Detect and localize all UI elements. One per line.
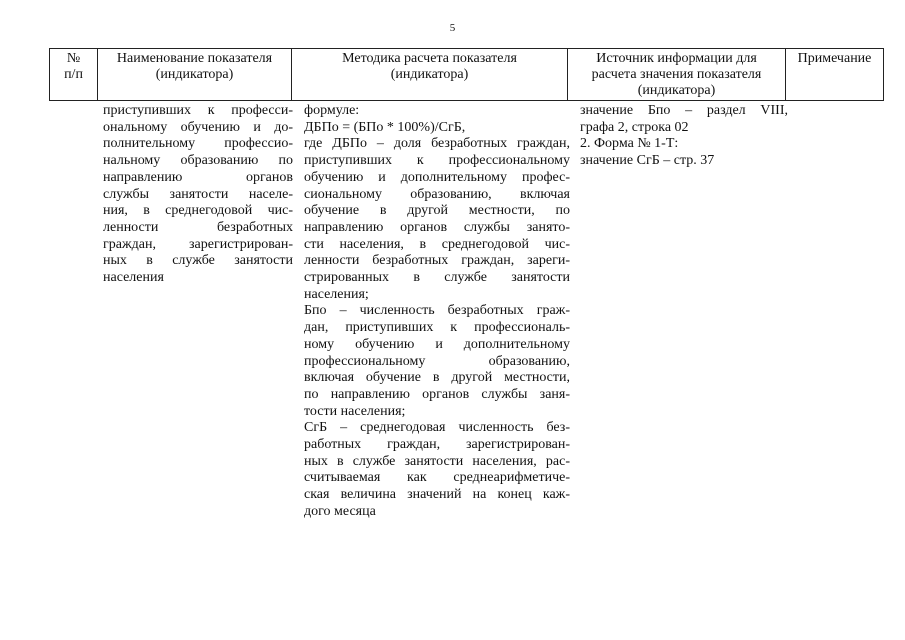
source-line: 2. Форма № 1-Т:: [580, 136, 679, 152]
header-source: [568, 49, 786, 101]
indicator-name-line: направлению органов: [103, 169, 293, 185]
method-line: работных граждан, зарегистрирован-: [304, 437, 570, 453]
method-line: считываемая как среднеарифметиче-: [304, 470, 570, 486]
header-source-text: Источник информации для расчета значения показателя (индикатора): [591, 51, 762, 98]
indicator-name-line: нальному образованию по: [103, 153, 293, 169]
header-method: [292, 49, 568, 101]
indicator-name-line: ональному обучению и до-: [103, 119, 293, 135]
source-line: значение СгБ – стр. 37: [580, 153, 715, 169]
header-note-text: Примечание: [797, 51, 872, 66]
method-line: стрированных в службе занятости: [304, 270, 570, 286]
method-line: СгБ – среднегодовая численность без-: [304, 420, 570, 436]
method-line: сти населения, в среднегодовой чис-: [304, 236, 570, 252]
method-line: включая обучение в другой местности,: [304, 370, 570, 386]
method-line: населения;: [304, 286, 369, 302]
indicator-name-column: [103, 103, 293, 287]
method-line: ская величина значений на конец каж-: [304, 487, 570, 503]
header-num: [50, 49, 98, 101]
header-note: [786, 49, 884, 101]
method-line: дан, приступивших к профессиональ-: [304, 320, 570, 336]
method-line: тости населения;: [304, 403, 406, 419]
method-line: профессиональному образованию,: [304, 353, 570, 369]
method-column: [304, 103, 570, 521]
header-name: [98, 49, 292, 101]
method-line: направлению органов службы занято-: [304, 219, 570, 235]
source-line: графа 2, строка 02: [580, 119, 689, 135]
indicator-name-line: ных в службе занятости: [103, 253, 293, 269]
indicator-name-line: граждан, зарегистрирован-: [103, 236, 293, 252]
indicator-name-line: ния, в среднегодовой чис-: [103, 203, 293, 219]
indicator-name-line: полнительному профессио-: [103, 136, 293, 152]
method-line: дого месяца: [304, 503, 376, 519]
method-line: по направлению органов службы заня-: [304, 386, 570, 402]
table-header: [49, 48, 884, 101]
method-line: обучение в другой местности, по: [304, 203, 570, 219]
source-line: значение Бпо – раздел VIII,: [580, 103, 788, 118]
header-method-text: Методика расчета показателя (индикатора): [342, 51, 517, 82]
indicator-name-line: населения: [103, 270, 164, 286]
method-line: где ДБПо – доля безработных граждан,: [304, 136, 570, 152]
indicator-name-line: приступивших к професси-: [103, 103, 293, 118]
header-name-text: Наименование показателя (индикатора): [116, 51, 273, 82]
method-line: ДБПо = (БПо * 100%)/СгБ,: [304, 119, 466, 135]
method-line: формуле:: [304, 103, 360, 118]
indicator-name-line: службы занятости населе-: [103, 186, 293, 202]
method-line: приступивших к профессиональному: [304, 153, 570, 169]
page-number: 5: [449, 22, 456, 34]
indicator-name-line: ленности безработных: [103, 219, 293, 235]
method-line: ному обучению и дополнительному: [304, 336, 570, 352]
method-line: обучению и дополнительному профес-: [304, 169, 570, 185]
header-num-text: № п/п: [64, 51, 83, 82]
method-line: Бпо – численность безработных граж-: [304, 303, 570, 319]
method-line: ных в службе занятости населения, рас-: [304, 453, 570, 469]
source-column: [580, 103, 788, 170]
method-line: сиональному образованию, включая: [304, 186, 570, 202]
method-line: ленности безработных граждан, зареги-: [304, 253, 570, 269]
